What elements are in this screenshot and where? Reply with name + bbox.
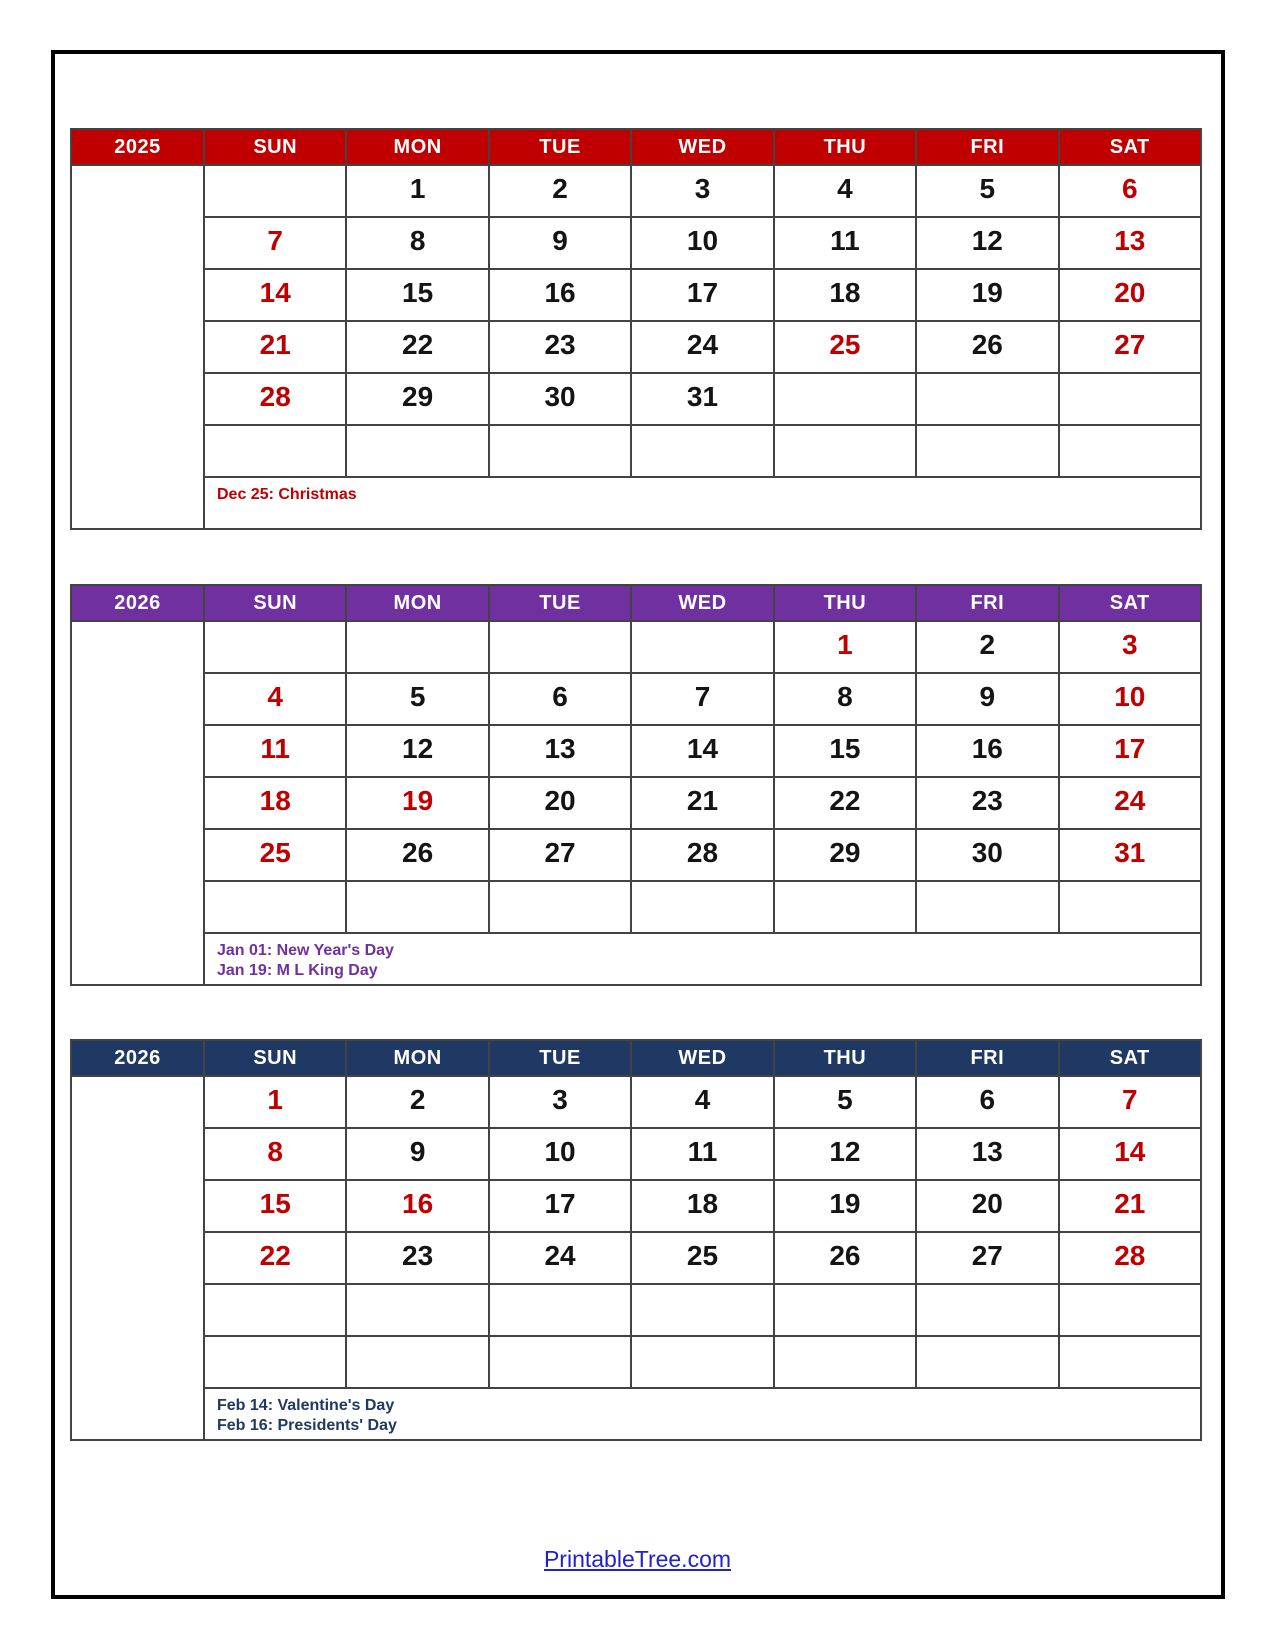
date-cell-7: 7 <box>204 217 346 269</box>
date-cell-15: 15 <box>774 725 916 777</box>
date-cell-28: 28 <box>204 373 346 425</box>
date-cell-26: 26 <box>916 321 1058 373</box>
date-cell-5: 5 <box>774 1076 916 1128</box>
weekday-header-thu: THU <box>774 1040 916 1076</box>
empty-cell <box>916 1336 1058 1388</box>
date-cell-3: 3 <box>1059 621 1201 673</box>
date-cell-28: 28 <box>1059 1232 1201 1284</box>
week-row <box>71 829 1201 881</box>
empty-cell <box>631 621 773 673</box>
month-name-sidebar <box>71 165 204 529</box>
weekday-header-sun: SUN <box>204 129 346 165</box>
date-cell-4: 4 <box>774 165 916 217</box>
date-cell-18: 18 <box>631 1180 773 1232</box>
date-cell-5: 5 <box>916 165 1058 217</box>
empty-cell <box>204 425 346 477</box>
date-cell-1: 1 <box>774 621 916 673</box>
date-cell-25: 25 <box>774 321 916 373</box>
empty-cell <box>346 1284 488 1336</box>
week-row <box>71 777 1201 829</box>
date-cell-10: 10 <box>1059 673 1201 725</box>
weekday-header-wed: WED <box>631 1040 773 1076</box>
date-cell-21: 21 <box>631 777 773 829</box>
date-cell-25: 25 <box>204 829 346 881</box>
calendar-table-december-2025 <box>70 128 1202 530</box>
date-cell-11: 11 <box>774 217 916 269</box>
date-cell-8: 8 <box>204 1128 346 1180</box>
date-cell-19: 19 <box>346 777 488 829</box>
date-cell-30: 30 <box>916 829 1058 881</box>
weekday-header-tue: TUE <box>489 1040 631 1076</box>
date-cell-24: 24 <box>1059 777 1201 829</box>
week-row <box>71 269 1201 321</box>
week-row <box>71 1284 1201 1336</box>
date-cell-12: 12 <box>346 725 488 777</box>
date-cell-22: 22 <box>346 321 488 373</box>
date-cell-24: 24 <box>489 1232 631 1284</box>
date-cell-31: 31 <box>1059 829 1201 881</box>
date-cell-3: 3 <box>489 1076 631 1128</box>
empty-cell <box>346 425 488 477</box>
date-cell-9: 9 <box>346 1128 488 1180</box>
date-cell-23: 23 <box>916 777 1058 829</box>
header-row <box>71 1040 1201 1076</box>
holiday-row <box>71 1388 1201 1440</box>
date-cell-21: 21 <box>1059 1180 1201 1232</box>
date-cell-23: 23 <box>489 321 631 373</box>
date-cell-18: 18 <box>204 777 346 829</box>
empty-cell <box>489 621 631 673</box>
weekday-header-thu: THU <box>774 129 916 165</box>
empty-cell <box>346 1336 488 1388</box>
empty-cell <box>1059 1336 1201 1388</box>
week-row <box>71 621 1201 673</box>
empty-cell <box>631 425 773 477</box>
date-cell-4: 4 <box>204 673 346 725</box>
date-cell-4: 4 <box>631 1076 773 1128</box>
date-cell-17: 17 <box>1059 725 1201 777</box>
week-row <box>71 1128 1201 1180</box>
date-cell-3: 3 <box>631 165 773 217</box>
holiday-row <box>71 477 1201 529</box>
month-block-february-2026 <box>70 1039 1202 1441</box>
empty-cell <box>1059 425 1201 477</box>
date-cell-31: 31 <box>631 373 773 425</box>
month-name-sidebar <box>71 1076 204 1440</box>
holiday-notes <box>204 933 1201 985</box>
date-cell-12: 12 <box>774 1128 916 1180</box>
date-cell-14: 14 <box>631 725 773 777</box>
date-cell-24: 24 <box>631 321 773 373</box>
date-cell-10: 10 <box>489 1128 631 1180</box>
date-cell-20: 20 <box>916 1180 1058 1232</box>
empty-cell <box>1059 881 1201 933</box>
weekday-header-thu: THU <box>774 585 916 621</box>
date-cell-8: 8 <box>346 217 488 269</box>
week-row <box>71 373 1201 425</box>
date-cell-20: 20 <box>489 777 631 829</box>
date-cell-6: 6 <box>489 673 631 725</box>
date-cell-29: 29 <box>346 373 488 425</box>
date-cell-18: 18 <box>774 269 916 321</box>
date-cell-13: 13 <box>489 725 631 777</box>
weekday-header-mon: MON <box>346 129 488 165</box>
weekday-header-fri: FRI <box>916 585 1058 621</box>
empty-cell <box>774 373 916 425</box>
empty-cell <box>631 881 773 933</box>
year-label: 2025 <box>71 129 204 165</box>
date-cell-30: 30 <box>489 373 631 425</box>
month-name-label: January <box>108 629 167 836</box>
empty-cell <box>774 1336 916 1388</box>
weekday-header-tue: TUE <box>489 585 631 621</box>
empty-cell <box>489 1336 631 1388</box>
date-cell-2: 2 <box>489 165 631 217</box>
week-row <box>71 725 1201 777</box>
date-cell-27: 27 <box>489 829 631 881</box>
empty-cell <box>774 1284 916 1336</box>
date-cell-29: 29 <box>774 829 916 881</box>
month-block-january-2026 <box>70 584 1202 986</box>
year-label: 2026 <box>71 585 204 621</box>
date-cell-1: 1 <box>204 1076 346 1128</box>
date-cell-23: 23 <box>346 1232 488 1284</box>
week-row <box>71 1076 1201 1128</box>
date-cell-27: 27 <box>916 1232 1058 1284</box>
week-row <box>71 217 1201 269</box>
empty-cell <box>204 1336 346 1388</box>
empty-cell <box>346 621 488 673</box>
empty-cell <box>204 165 346 217</box>
empty-cell <box>631 1284 773 1336</box>
empty-cell <box>774 425 916 477</box>
week-row <box>71 1232 1201 1284</box>
date-cell-15: 15 <box>204 1180 346 1232</box>
holiday-line: Dec 25: Christmas <box>217 486 357 503</box>
date-cell-20: 20 <box>1059 269 1201 321</box>
month-name-label: December <box>108 173 167 433</box>
date-cell-6: 6 <box>916 1076 1058 1128</box>
date-cell-28: 28 <box>631 829 773 881</box>
date-cell-12: 12 <box>916 217 1058 269</box>
date-cell-2: 2 <box>346 1076 488 1128</box>
date-cell-17: 17 <box>631 269 773 321</box>
date-cell-14: 14 <box>204 269 346 321</box>
weekday-header-sat: SAT <box>1059 1040 1201 1076</box>
date-cell-9: 9 <box>489 217 631 269</box>
date-cell-8: 8 <box>774 673 916 725</box>
date-cell-15: 15 <box>346 269 488 321</box>
date-cell-26: 26 <box>346 829 488 881</box>
calendar-table-february-2026 <box>70 1039 1202 1441</box>
date-cell-1: 1 <box>346 165 488 217</box>
holiday-line: Feb 16: Presidents' Day <box>217 1417 397 1434</box>
empty-cell <box>204 881 346 933</box>
week-row <box>71 425 1201 477</box>
site-link[interactable]: PrintableTree.com <box>543 1546 732 1572</box>
date-cell-25: 25 <box>631 1232 773 1284</box>
holiday-notes <box>204 1388 1201 1440</box>
date-cell-10: 10 <box>631 217 773 269</box>
month-name-label: February <box>108 1084 167 1315</box>
date-cell-6: 6 <box>1059 165 1201 217</box>
empty-cell <box>774 881 916 933</box>
weekday-header-mon: MON <box>346 585 488 621</box>
weekday-header-sat: SAT <box>1059 129 1201 165</box>
week-row <box>71 673 1201 725</box>
month-block-december-2025 <box>70 128 1202 530</box>
empty-cell <box>916 1284 1058 1336</box>
date-cell-9: 9 <box>916 673 1058 725</box>
week-row <box>71 881 1201 933</box>
header-row <box>71 129 1201 165</box>
weekday-header-tue: TUE <box>489 129 631 165</box>
empty-cell <box>204 621 346 673</box>
weekday-header-wed: WED <box>631 585 773 621</box>
empty-cell <box>916 373 1058 425</box>
week-row <box>71 165 1201 217</box>
holiday-line: Jan 01: New Year's Day <box>217 942 394 959</box>
empty-cell <box>916 425 1058 477</box>
year-label: 2026 <box>71 1040 204 1076</box>
empty-cell <box>489 881 631 933</box>
date-cell-11: 11 <box>204 725 346 777</box>
date-cell-13: 13 <box>916 1128 1058 1180</box>
week-row <box>71 1180 1201 1232</box>
empty-cell <box>489 425 631 477</box>
weekday-header-sun: SUN <box>204 585 346 621</box>
holiday-line: Feb 14: Valentine's Day <box>217 1397 395 1414</box>
weekday-header-fri: FRI <box>916 129 1058 165</box>
date-cell-19: 19 <box>916 269 1058 321</box>
empty-cell <box>1059 373 1201 425</box>
empty-cell <box>346 881 488 933</box>
empty-cell <box>916 881 1058 933</box>
date-cell-16: 16 <box>916 725 1058 777</box>
date-cell-21: 21 <box>204 321 346 373</box>
week-row <box>71 1336 1201 1388</box>
date-cell-7: 7 <box>1059 1076 1201 1128</box>
date-cell-16: 16 <box>489 269 631 321</box>
weekday-header-wed: WED <box>631 129 773 165</box>
date-cell-22: 22 <box>774 777 916 829</box>
date-cell-19: 19 <box>774 1180 916 1232</box>
date-cell-17: 17 <box>489 1180 631 1232</box>
date-cell-7: 7 <box>631 673 773 725</box>
empty-cell <box>204 1284 346 1336</box>
month-name-sidebar <box>71 621 204 985</box>
holiday-notes <box>204 477 1201 529</box>
holiday-line: Jan 19: M L King Day <box>217 962 378 979</box>
footer <box>0 1546 1275 1573</box>
header-row <box>71 585 1201 621</box>
date-cell-14: 14 <box>1059 1128 1201 1180</box>
empty-cell <box>1059 1284 1201 1336</box>
week-row <box>71 321 1201 373</box>
date-cell-16: 16 <box>346 1180 488 1232</box>
date-cell-11: 11 <box>631 1128 773 1180</box>
date-cell-13: 13 <box>1059 217 1201 269</box>
holiday-row <box>71 933 1201 985</box>
date-cell-22: 22 <box>204 1232 346 1284</box>
calendar-table-january-2026 <box>70 584 1202 986</box>
empty-cell <box>631 1336 773 1388</box>
date-cell-5: 5 <box>346 673 488 725</box>
date-cell-2: 2 <box>916 621 1058 673</box>
weekday-header-mon: MON <box>346 1040 488 1076</box>
weekday-header-fri: FRI <box>916 1040 1058 1076</box>
date-cell-26: 26 <box>774 1232 916 1284</box>
weekday-header-sat: SAT <box>1059 585 1201 621</box>
weekday-header-sun: SUN <box>204 1040 346 1076</box>
empty-cell <box>489 1284 631 1336</box>
date-cell-27: 27 <box>1059 321 1201 373</box>
